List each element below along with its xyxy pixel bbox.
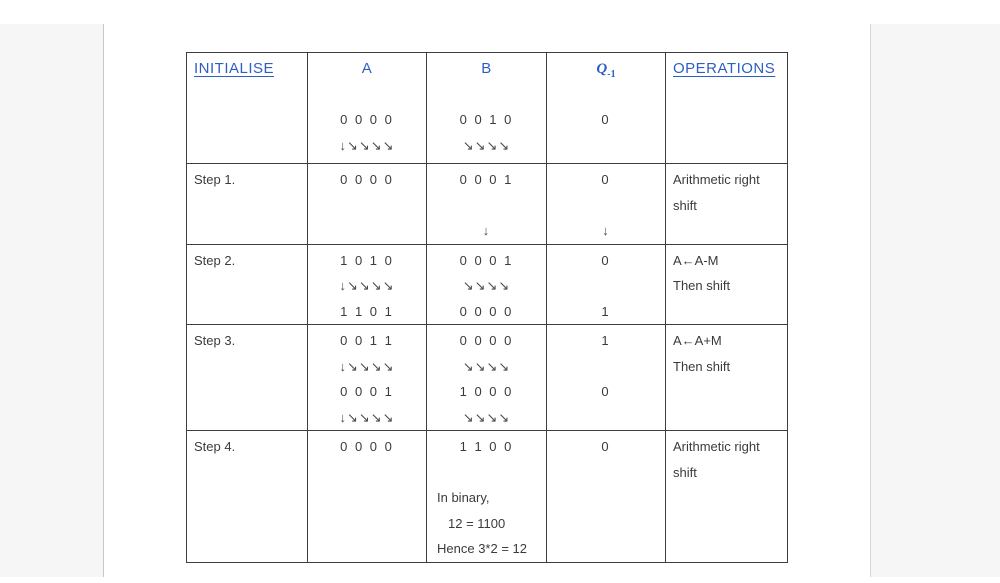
cell-register-a	[308, 244, 427, 325]
cell-step-label	[187, 325, 308, 431]
step-label: Step 1.	[194, 172, 236, 187]
cell-step-label	[187, 244, 308, 325]
cell-register-a	[308, 164, 427, 245]
register-a-value: 0 0 0 0	[340, 439, 394, 454]
table-row-step-2	[187, 244, 788, 325]
cell-register-b	[427, 325, 547, 431]
shift-arrows-icon: ↓↘↘↘↘	[339, 137, 395, 153]
cell-register-a	[308, 53, 427, 164]
cell-operations	[666, 325, 788, 431]
operation-text: A←A+M	[673, 333, 722, 348]
column-header-q-minus-1: $Q_{-1}$	[596, 61, 616, 80]
cell-register-a	[308, 431, 427, 563]
spacer-line	[551, 273, 661, 299]
shift-arrows-icon: ↘↘↘↘	[462, 137, 511, 153]
spacer-line	[431, 460, 542, 486]
cell-operations	[666, 164, 788, 245]
operation-text: Arithmetic right	[673, 439, 760, 454]
cell-operations	[666, 53, 788, 164]
spacer-line	[551, 354, 661, 380]
column-header-initialise: INITIALISE	[194, 60, 275, 77]
cell-register-b	[427, 244, 547, 325]
step-label: Step 4.	[194, 439, 236, 454]
cell-initialise-label	[187, 53, 308, 164]
table-row-step-3	[187, 325, 788, 431]
cell-operations	[666, 431, 788, 563]
operation-text: A←A-M	[673, 252, 719, 268]
step-label: Step 3.	[194, 333, 236, 348]
column-header-a: A	[361, 60, 373, 77]
operation-text: Then shift	[673, 278, 731, 293]
operation-text: shift	[673, 197, 697, 213]
q-value: 1	[601, 303, 611, 319]
result-binary-equation: 12 = 1100	[448, 515, 506, 531]
cell-q-minus-1	[547, 325, 666, 431]
spacer-line	[551, 82, 661, 108]
shift-arrows-icon: ↘↘↘↘	[462, 278, 511, 293]
shift-arrows-icon: ↘↘↘↘	[462, 409, 511, 425]
q-value: 0	[601, 112, 611, 127]
q-value: 0	[601, 252, 611, 268]
register-a-value: 1 0 1 0	[340, 252, 394, 268]
cell-register-b	[427, 431, 547, 563]
step-label: Step 2.	[194, 252, 236, 268]
register-b-value: 0 0 0 0	[459, 303, 514, 319]
cell-operations	[666, 244, 788, 325]
cell-register-a	[308, 325, 427, 431]
register-b-value: 0 0 0 1	[459, 172, 514, 187]
down-arrow-icon: ↓	[482, 223, 491, 238]
register-a-value: 0 0 0 0	[340, 172, 394, 187]
spacer-line	[431, 82, 542, 108]
down-arrow-icon: ↓	[602, 223, 610, 238]
register-b-value: 1 1 0 0	[459, 439, 514, 454]
shift-arrows-icon: ↘↘↘↘	[462, 358, 511, 374]
operation-text: Then shift	[673, 358, 731, 374]
shift-arrows-icon: ↓↘↘↘↘	[339, 409, 395, 425]
column-header-operations: OPERATIONS	[673, 60, 776, 77]
register-b-value: 0 0 0 1	[459, 252, 514, 268]
cell-q-minus-1	[547, 244, 666, 325]
operation-text: shift	[673, 464, 697, 480]
result-note: In binary,	[437, 490, 490, 505]
register-a-value: 1 1 0 1	[340, 303, 394, 319]
spacer-line	[431, 193, 542, 219]
shift-arrows-icon: ↓↘↘↘↘	[339, 358, 395, 374]
spacer-line	[551, 193, 661, 219]
cell-register-b	[427, 53, 547, 164]
q-value: 0	[601, 384, 611, 399]
register-b-value: 0 0 1 0	[459, 112, 514, 127]
page-right-margin	[870, 24, 1000, 577]
cell-q-minus-1	[547, 431, 666, 563]
cell-register-b	[427, 164, 547, 245]
cell-q-minus-1	[547, 53, 666, 164]
register-a-value: 0 0 0 1	[340, 384, 394, 399]
column-header-b: B	[481, 60, 492, 77]
register-a-value: 0 0 0 0	[340, 112, 394, 127]
page-left-margin	[0, 24, 104, 577]
register-a-value: 0 0 1 1	[340, 333, 394, 348]
shift-arrows-icon: ↓↘↘↘↘	[339, 278, 395, 293]
register-b-value: 0 0 0 0	[459, 333, 514, 348]
table-row-step-4	[187, 431, 788, 563]
spacer-line	[312, 82, 422, 108]
q-value: 0	[601, 172, 611, 187]
q-value: 0	[601, 439, 611, 454]
operation-text: Arithmetic right	[673, 172, 760, 187]
booth-multiplication-table	[186, 52, 788, 563]
result-conclusion: Hence 3*2 = 12	[437, 541, 527, 556]
table-row-initialise	[187, 53, 788, 164]
register-b-value: 1 0 0 0	[459, 384, 514, 399]
q-value: 1	[601, 333, 611, 348]
cell-step-label	[187, 164, 308, 245]
cell-q-minus-1	[547, 164, 666, 245]
cell-step-label	[187, 431, 308, 563]
table-row-step-1	[187, 164, 788, 245]
